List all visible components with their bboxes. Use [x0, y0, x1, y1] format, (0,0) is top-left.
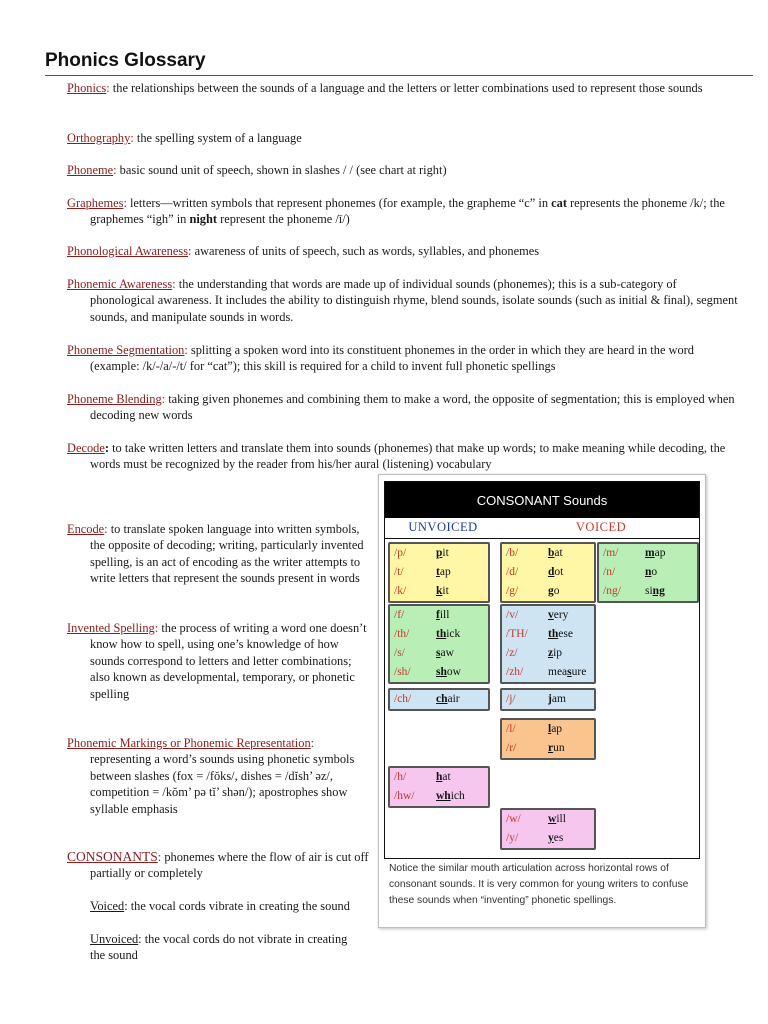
phoneme-symbol: /z/ [506, 647, 518, 659]
word-suffix: at [554, 547, 563, 559]
word-suffix: ap [439, 566, 451, 578]
term-label: Phoneme Segmentation [67, 343, 185, 357]
definition-text: taking given phonemes and combining them to make a word, the opposite of segmentation; this is employed when decoding new words [90, 392, 735, 423]
example-word [548, 625, 573, 644]
word-prefix: mea [548, 666, 568, 678]
word-suffix: it [442, 547, 449, 559]
term-colon: : [104, 522, 108, 536]
chart-caption: Notice the similar mouth articulation across horizontal rows of consonant sounds. It is very common for young writers to confuse these sounds when “inventing” phonetic spellings. [389, 863, 689, 906]
example-word [548, 810, 566, 829]
word-suffix: ow [446, 666, 461, 678]
term-label: Graphemes [67, 196, 124, 210]
phoneme-symbol: /s/ [394, 647, 405, 659]
definition-text: the understanding that words are made up of individual sounds (phonemes); this is a sub-category of phonological awareness. It includes the ability to distinguish rhyme, blend sounds, isolate sounds (such as initial & final), segment sounds, and manipulate sounds in words. [90, 277, 738, 324]
sound-row [502, 739, 594, 758]
word-grapheme: p [436, 547, 443, 559]
sound-row [502, 690, 594, 709]
sound-row [502, 663, 594, 682]
sound-row [390, 690, 488, 709]
example-word [548, 690, 566, 709]
word-suffix: ill [556, 813, 566, 825]
sound-row [390, 644, 488, 663]
term-colon: : [154, 621, 159, 635]
word-suffix: am [551, 693, 566, 705]
term-label: Encode [67, 522, 105, 536]
chart-frame [384, 481, 700, 859]
chart-header-divider [385, 538, 699, 539]
glossary-entry-phonological-awareness [67, 243, 738, 259]
definition-text: basic sound unit of speech, shown in slashes / / (see chart at right) [116, 163, 447, 177]
phoneme-symbol: /n/ [603, 566, 616, 578]
word-grapheme: z [548, 647, 554, 659]
glossary-entry-consonants [67, 849, 380, 882]
voiced-column-header: VOICED [575, 520, 627, 534]
sound-row [502, 563, 594, 582]
sound-row [390, 544, 488, 563]
sound-row [502, 544, 594, 563]
term-label: Decode [67, 441, 105, 455]
word-grapheme: s [436, 647, 441, 659]
phoneme-symbol: /t/ [394, 566, 404, 578]
word-prefix: si [645, 585, 653, 597]
phoneme-symbol: /d/ [506, 566, 519, 578]
glossary-subentry-unvoiced [90, 931, 355, 964]
word-grapheme: wh [436, 790, 451, 802]
subterm-label: Voiced [90, 899, 125, 913]
example-word [548, 644, 562, 663]
definition-text: the process of writing a word one doesn’t know how to spell, using one’s knowledge of how sounds correspond to letters and letter combinations; also known as developmental, temporary, or phonetic spelling [90, 621, 367, 701]
term-label: Phonics [67, 81, 107, 95]
term-colon: : [123, 196, 127, 210]
word-suffix: o [651, 566, 658, 578]
term-colon: : [113, 163, 117, 177]
sound-row [390, 663, 488, 682]
glossary-entry-graphemes [67, 195, 742, 228]
word-suffix: ick [446, 628, 461, 640]
word-grapheme: sh [436, 666, 447, 678]
word-suffix: air [447, 693, 460, 705]
definition-text: phonemes where the flow of air is cut off partially or completely [90, 850, 369, 881]
term-colon: : [172, 277, 176, 291]
example-word [436, 625, 460, 644]
definition-text: to take written letters and translate them into sounds (phonemes) that make up words; to make meaning while decoding, the words must be recognized by the reader from his/her aural (listening) vocabulary [90, 441, 726, 472]
sound-row [390, 768, 488, 787]
phoneme-symbol: /hw/ [394, 790, 415, 802]
phoneme-symbol: /y/ [506, 832, 519, 844]
glossary-entry-phoneme-blending [67, 391, 742, 424]
definition-text: the vocal cords do not vibrate in creating the sound [90, 932, 348, 963]
example-word [436, 544, 449, 563]
word-suffix: ip [553, 647, 563, 659]
definition-text: the vocal cords vibrate in creating the sound [127, 899, 350, 913]
phoneme-symbol: /zh/ [506, 666, 524, 678]
word-suffix: ich [450, 790, 465, 802]
phoneme-symbol: /th/ [394, 628, 410, 640]
term-colon: : [124, 899, 128, 913]
term-label: CONSONANTS [67, 849, 158, 864]
phoneme-symbol: /g/ [506, 585, 519, 597]
example-word [645, 582, 665, 601]
sound-row [390, 582, 488, 601]
glossary-entry-phonemic-markings [67, 735, 374, 817]
sound-group-affricate-unvoiced [388, 688, 490, 711]
sound-group-h-sounds [388, 766, 490, 808]
phoneme-symbol: /m/ [603, 547, 619, 559]
example-word [548, 582, 560, 601]
glossary-entry-phoneme [67, 162, 738, 178]
sound-row [599, 582, 697, 601]
example-word [548, 720, 562, 739]
example-word [436, 768, 451, 787]
example-word: night [189, 212, 217, 227]
sound-row [502, 810, 594, 829]
definition-text: to translate spoken language into written symbols, the opposite of decoding; writing, particularly invented spelling, is an act of encoding as the writer attempts to write letters that represent the sounds present in words [90, 522, 364, 586]
word-suffix: o [553, 585, 560, 597]
phoneme-symbol: /h/ [394, 771, 407, 783]
subterm-label: Unvoiced [90, 932, 139, 946]
phoneme-symbol: /v/ [506, 609, 519, 621]
word-suffix: ap [654, 547, 666, 559]
term-colon: : [157, 850, 162, 864]
phoneme-symbol: /r/ [506, 742, 517, 754]
term-colon: : [138, 932, 142, 946]
sound-group-fricatives-unvoiced [388, 604, 490, 684]
example-word [436, 690, 460, 709]
phoneme-symbol: /b/ [506, 547, 519, 559]
word-grapheme: g [548, 585, 554, 597]
word-grapheme: l [548, 723, 552, 735]
word-grapheme: ng [652, 585, 665, 597]
phoneme-symbol: /w/ [506, 813, 521, 825]
definition-text: representing a word’s sounds using phonetic symbols between slashes (fox = /fŏks/, dishes = /dĭsh’ əz/, competition = /kŏm’ pə tĭ’ shən/); apostrophes show syllable emphasis [90, 752, 355, 816]
word-grapheme: r [548, 742, 554, 754]
term-colon: : [184, 343, 188, 357]
word-suffix: ure [571, 666, 587, 678]
sound-group-stops-voiced [500, 542, 596, 603]
sound-row [502, 625, 594, 644]
example-word [436, 644, 454, 663]
definition-text: the relationships between the sounds of a language and the letters or letter combinations used to represent those sounds [109, 81, 703, 95]
definition-text: the spelling system of a language [133, 131, 302, 145]
glossary-subentry-voiced [90, 898, 355, 914]
word-suffix: it [442, 585, 449, 597]
sound-group-liquids [500, 718, 596, 760]
consonant-sounds-chart [378, 474, 706, 928]
glossary-entry-invented-spelling [67, 620, 374, 702]
term-colon: : [310, 736, 315, 750]
phoneme-symbol: /j/ [506, 693, 516, 705]
sound-row [502, 720, 594, 739]
example-word [645, 544, 665, 563]
word-suffix: ap [551, 723, 563, 735]
word-grapheme: y [548, 832, 554, 844]
word-suffix: es [553, 832, 564, 844]
word-grapheme: d [548, 566, 555, 578]
glossary-entry-encode [67, 521, 374, 587]
phoneme-symbol: /sh/ [394, 666, 411, 678]
example-word [436, 606, 449, 625]
example-word [548, 544, 563, 563]
example-word: cat [551, 196, 567, 210]
phoneme-symbol: /k/ [394, 585, 407, 597]
sound-group-affricate-voiced [500, 688, 596, 711]
word-grapheme: th [436, 628, 447, 640]
sound-row [390, 563, 488, 582]
example-word [548, 663, 586, 682]
word-grapheme: th [548, 628, 559, 640]
phoneme-symbol: /p/ [394, 547, 407, 559]
word-suffix: ery [553, 609, 569, 621]
sound-row [599, 563, 697, 582]
word-grapheme: t [436, 566, 440, 578]
page-title: Phonics Glossary [45, 50, 206, 71]
glossary-entry-decode [67, 440, 726, 473]
sound-group-nasals [597, 542, 699, 603]
definition-text: letters—written symbols that represent phonemes (for example, the grapheme “c” in [126, 196, 552, 210]
phoneme-symbol: /l/ [506, 723, 516, 735]
word-grapheme: h [436, 771, 443, 783]
sound-row [390, 625, 488, 644]
definition-text: awareness of units of speech, such as words, syllables, and phonemes [191, 244, 540, 258]
word-grapheme: s [567, 666, 572, 678]
sound-row [599, 544, 697, 563]
definition-text: represents the phoneme /k/; the graphemes “igh” in [90, 196, 725, 227]
chart-title: CONSONANT Sounds [385, 482, 699, 518]
glossary-entry-phonics [67, 80, 738, 96]
sound-row [390, 606, 488, 625]
sound-row [502, 606, 594, 625]
glossary-entry-phoneme-segmentation [67, 342, 740, 375]
term-label: Phonemic Awareness [67, 277, 173, 291]
word-suffix: at [442, 771, 451, 783]
phoneme-symbol: /ng/ [603, 585, 621, 597]
term-label: Orthography [67, 131, 131, 145]
example-word [548, 829, 563, 848]
example-word [436, 582, 449, 601]
phoneme-symbol: /f/ [394, 609, 405, 621]
term-colon: : [188, 244, 192, 258]
word-grapheme: m [645, 547, 655, 559]
sound-group-stops-unvoiced [388, 542, 490, 603]
definition-text: splitting a spoken word into its constituent phonemes in the order in which they are heard in the word (example: /k/-/a/-/t/ for “cat”); this skill is required for a child to invent full phonetic spellings [90, 343, 695, 374]
example-word [548, 739, 565, 758]
word-grapheme: w [548, 813, 557, 825]
example-word [436, 787, 465, 806]
unvoiced-column-header: UNVOICED [408, 520, 478, 534]
term-label: Invented Spelling [67, 621, 155, 635]
word-grapheme: k [436, 585, 443, 597]
term-colon: : [106, 81, 110, 95]
term-colon: : [104, 441, 109, 455]
word-suffix: ot [554, 566, 564, 578]
term-label: Phoneme [67, 163, 114, 177]
sound-group-glides [500, 808, 596, 850]
title-divider [45, 75, 753, 76]
example-word [436, 663, 461, 682]
word-grapheme: b [548, 547, 555, 559]
phoneme-symbol: /ch/ [394, 693, 412, 705]
term-colon: : [161, 392, 166, 406]
example-word [548, 606, 568, 625]
term-label: Phoneme Blending [67, 392, 162, 406]
sound-row [390, 787, 488, 806]
sound-group-fricatives-voiced [500, 604, 596, 684]
example-word [436, 563, 451, 582]
term-colon: : [130, 131, 134, 145]
word-suffix: un [553, 742, 565, 754]
word-grapheme: ch [436, 693, 448, 705]
definition-text: represent the phoneme /ī/) [216, 212, 350, 227]
word-grapheme: f [436, 609, 440, 621]
sound-row [502, 582, 594, 601]
glossary-entry-orthography [67, 130, 738, 146]
glossary-entry-phonemic-awareness [67, 276, 738, 325]
word-grapheme: j [548, 693, 552, 705]
sound-row [502, 829, 594, 848]
example-word [548, 563, 563, 582]
word-grapheme: n [645, 566, 652, 578]
word-grapheme: v [548, 609, 554, 621]
phoneme-symbol: /TH/ [506, 628, 528, 640]
word-suffix: ese [558, 628, 573, 640]
sound-row [502, 644, 594, 663]
word-suffix: ill [439, 609, 450, 621]
example-word [645, 563, 657, 582]
term-label: Phonemic Markings or Phonemic Representation [67, 736, 311, 750]
term-label: Phonological Awareness [67, 244, 189, 258]
word-suffix: aw [440, 647, 454, 659]
